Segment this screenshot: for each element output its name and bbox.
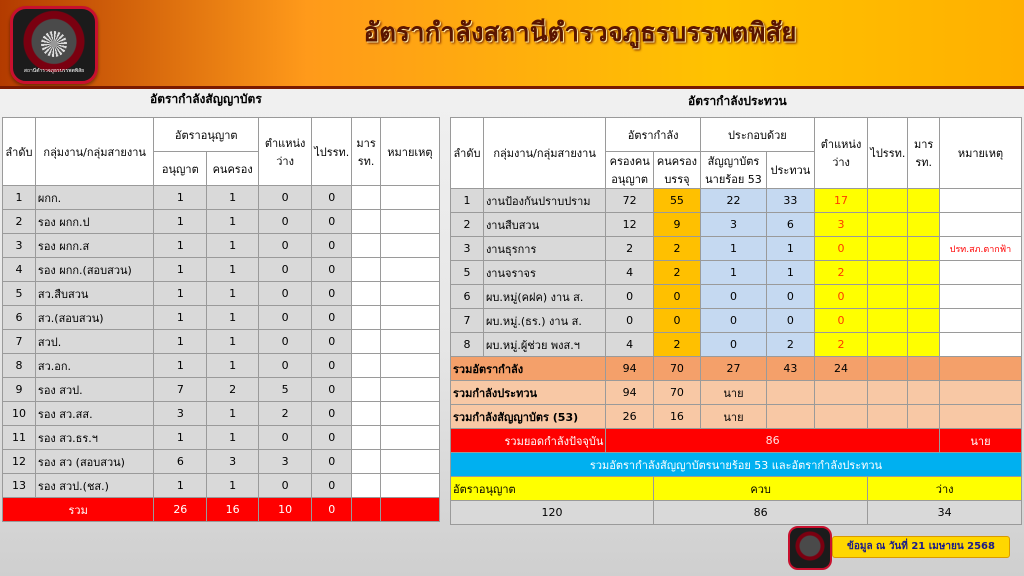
table-row: [451, 213, 1022, 237]
cell-vacant: 0: [814, 309, 867, 333]
combined-v2: 86: [653, 501, 867, 525]
cell-allowed: 1: [154, 282, 207, 306]
cell-group: รอง สว.สส.: [35, 402, 153, 426]
ncos-table: [450, 117, 1022, 525]
cell-group: รอง สวป.: [35, 378, 153, 402]
table-row: [3, 378, 440, 402]
cell-come: [352, 450, 381, 474]
cell-group: รอง ผกก.(สอบสวน): [35, 258, 153, 282]
cell-filled: 1: [207, 234, 259, 258]
cell-come: [908, 285, 940, 309]
cell-come: [352, 258, 381, 282]
cell-come: [352, 306, 381, 330]
total-vacant: 10: [259, 498, 312, 522]
cell-allowed: 1: [154, 426, 207, 450]
header-note: หมายเหตุ: [380, 118, 439, 186]
cell-vacant: 0: [814, 237, 867, 261]
cell-group: สว.อก.: [35, 354, 153, 378]
footer-logo-icon: [788, 526, 832, 570]
r-header-composed: ประกอบด้วย: [700, 118, 814, 152]
cell-note: [380, 258, 439, 282]
total-come: [352, 498, 381, 522]
r-header-go: ไปรรท.: [868, 118, 908, 189]
cell-group: สว.สืบสวน: [35, 282, 153, 306]
cell-allowed: 7: [154, 378, 207, 402]
cell-note: [380, 282, 439, 306]
cell-group: ผบ.หมู่(คฝค) งาน ส.: [483, 285, 605, 309]
cell-group: ผบ.หมู่.ผู้ช่วย พงส.ฯ: [483, 333, 605, 357]
r-header-note: หมายเหตุ: [939, 118, 1021, 189]
cell-go: 0: [312, 354, 352, 378]
combined-values-row: [451, 501, 1022, 525]
header-banner: [0, 0, 1024, 86]
current-value: 86: [606, 429, 940, 453]
cell-vacant: 0: [259, 426, 312, 450]
combined-h1: อัตราอนุญาต: [451, 477, 654, 501]
cell-group: งานสืบสวน: [483, 213, 605, 237]
total-go: 0: [312, 498, 352, 522]
cell-allowed: 1: [154, 474, 207, 498]
total-allowed: 26: [154, 498, 207, 522]
combined-title-row: [451, 453, 1022, 477]
cell-no: 2: [3, 210, 36, 234]
cell-ncos: 6: [767, 213, 815, 237]
cell-vacant: 0: [259, 282, 312, 306]
cell-no: 9: [3, 378, 36, 402]
cell-no: 1: [451, 189, 484, 213]
cell-allowed: 1: [154, 234, 207, 258]
cell-come: [352, 426, 381, 450]
cell-group: รอง สว.ธร.ฯ: [35, 426, 153, 450]
cell-allowed: 6: [154, 450, 207, 474]
cell-go: [868, 213, 908, 237]
cell-go: 0: [312, 378, 352, 402]
r-header-commissioned: สัญญาบัตรนายร้อย 53: [700, 152, 766, 189]
cell-filled: 55: [653, 189, 700, 213]
cell-group: สว.(สอบสวน): [35, 306, 153, 330]
cell-note: [380, 234, 439, 258]
cell-come: [908, 333, 940, 357]
cell-filled: 0: [653, 309, 700, 333]
cell-vacant: 3: [814, 213, 867, 237]
table-row: [3, 330, 440, 354]
table-row: [451, 285, 1022, 309]
table-row: [3, 186, 440, 210]
cell-allowed: 12: [606, 213, 654, 237]
cell-come: [352, 378, 381, 402]
table-row: [451, 333, 1022, 357]
cell-group: รอง สวป.(ชส.): [35, 474, 153, 498]
table-row: [3, 426, 440, 450]
cell-no: 11: [3, 426, 36, 450]
cell-no: 3: [451, 237, 484, 261]
combined-h2: ควบ: [653, 477, 867, 501]
cell-go: [868, 333, 908, 357]
sum-commissioned-label: รวมกำลังสัญญาบัตร (53): [451, 405, 606, 429]
cell-vacant: 2: [814, 261, 867, 285]
cell-go: 0: [312, 330, 352, 354]
cell-allowed: 3: [154, 402, 207, 426]
cell-go: [868, 237, 908, 261]
cell-come: [352, 234, 381, 258]
total-filled: 16: [207, 498, 259, 522]
cell-group: รอง ผกก.ป: [35, 210, 153, 234]
table-row: [451, 189, 1022, 213]
cell-note: [380, 378, 439, 402]
cell-come: [352, 282, 381, 306]
cell-vacant: 0: [259, 474, 312, 498]
cell-allowed: 1: [154, 354, 207, 378]
cell-filled: 2: [653, 261, 700, 285]
commissioned-table: [2, 117, 440, 522]
cell-come: [352, 210, 381, 234]
cell-filled: 1: [207, 330, 259, 354]
cell-come: [908, 189, 940, 213]
r-header-ncos: ประทวน: [767, 152, 815, 189]
cell-come: [352, 474, 381, 498]
current-label: รวมยอดกำลังปัจจุบัน: [451, 429, 606, 453]
cell-note: [380, 330, 439, 354]
cell-filled: 0: [653, 285, 700, 309]
cell-no: 7: [451, 309, 484, 333]
cell-no: 6: [3, 306, 36, 330]
cell-allowed: 72: [606, 189, 654, 213]
cell-go: [868, 189, 908, 213]
total-note: [380, 498, 439, 522]
cell-ncos: 2: [767, 333, 815, 357]
cell-go: [868, 261, 908, 285]
table-row: [3, 450, 440, 474]
header-go: ไปรรท.: [312, 118, 352, 186]
cell-go: 0: [312, 426, 352, 450]
cell-go: 0: [312, 450, 352, 474]
cell-filled: 3: [207, 450, 259, 474]
cell-go: 0: [312, 258, 352, 282]
cell-note: [380, 402, 439, 426]
cell-group: รอง สว (สอบสวน): [35, 450, 153, 474]
sum-commissioned-unit: นาย: [700, 405, 766, 429]
cell-vacant: 0: [259, 210, 312, 234]
cell-vacant: 17: [814, 189, 867, 213]
cell-filled: 1: [207, 354, 259, 378]
cell-filled: 1: [207, 282, 259, 306]
r-header-group: กลุ่มงาน/กลุ่มสายงาน: [483, 118, 605, 189]
header-no: ลำดับ: [3, 118, 36, 186]
cell-go: 0: [312, 474, 352, 498]
cell-commissioned: 1: [700, 261, 766, 285]
cell-vacant: 0: [814, 285, 867, 309]
cell-group: งานป้องกันปราบปราม: [483, 189, 605, 213]
total-label: รวม: [3, 498, 154, 522]
cell-note: [380, 306, 439, 330]
cell-ncos: 33: [767, 189, 815, 213]
cell-go: 0: [312, 186, 352, 210]
cell-filled: 1: [207, 186, 259, 210]
sum-ncos-unit: นาย: [700, 381, 766, 405]
cell-note: ปรท.สภ.ตากฟ้า: [939, 237, 1021, 261]
cell-group: ผกก.: [35, 186, 153, 210]
cell-no: 8: [3, 354, 36, 378]
cell-filled: 2: [653, 237, 700, 261]
cell-go: 0: [312, 282, 352, 306]
cell-ncos: 0: [767, 309, 815, 333]
cell-vacant: 0: [259, 306, 312, 330]
cell-allowed: 2: [606, 237, 654, 261]
sum-strength-allowed: 94: [606, 357, 654, 381]
cell-no: 1: [3, 186, 36, 210]
r-header-filled: คนครองบรรจุ: [653, 152, 700, 189]
cell-filled: 1: [207, 474, 259, 498]
cell-note: [380, 354, 439, 378]
cell-note: [939, 261, 1021, 285]
cell-come: [908, 213, 940, 237]
cell-group: สวป.: [35, 330, 153, 354]
table-row: [3, 474, 440, 498]
table-row: [3, 306, 440, 330]
cell-no: 13: [3, 474, 36, 498]
header-vacant: ตำแหน่งว่าง: [259, 118, 312, 186]
combined-header-row: [451, 477, 1022, 501]
combined-v3: 34: [868, 501, 1022, 525]
banner-divider: [0, 86, 1024, 89]
cell-go: [868, 285, 908, 309]
page-title: อัตรากำลังสถานีตำรวจภูธรบรรพตพิสัย: [363, 18, 797, 48]
header-come: มารรท.: [352, 118, 381, 186]
footer: [780, 526, 1010, 566]
r-header-no: ลำดับ: [451, 118, 484, 189]
cell-filled: 1: [207, 402, 259, 426]
table-row: [451, 261, 1022, 285]
current-strength-row: [451, 429, 1022, 453]
sum-strength-row: [451, 357, 1022, 381]
data-date: ข้อมูล ณ วันที่ 21 เมษายน 2568: [832, 536, 1010, 558]
cell-allowed: 1: [154, 330, 207, 354]
left-total-row: [3, 498, 440, 522]
cell-vacant: 5: [259, 378, 312, 402]
cell-commissioned: 0: [700, 285, 766, 309]
cell-filled: 1: [207, 258, 259, 282]
cell-allowed: 1: [154, 258, 207, 282]
combined-h3: ว่าง: [868, 477, 1022, 501]
r-header-come: มารรท.: [908, 118, 940, 189]
cell-no: 12: [3, 450, 36, 474]
emblem-icon: [41, 31, 67, 57]
cell-vacant: 0: [259, 258, 312, 282]
cell-no: 4: [3, 258, 36, 282]
logo-caption: สถานีตำรวจภูธรบรรพตพิสัย: [23, 68, 85, 74]
cell-allowed: 4: [606, 261, 654, 285]
r-header-vacant: ตำแหน่งว่าง: [814, 118, 867, 189]
cell-note: [380, 186, 439, 210]
cell-allowed: 1: [154, 186, 207, 210]
header-group: กลุ่มงาน/กลุ่มสายงาน: [35, 118, 153, 186]
cell-filled: 2: [207, 378, 259, 402]
sum-commissioned-row: [451, 405, 1022, 429]
combined-v1: 120: [451, 501, 654, 525]
sum-ncos-label: รวมกำลังประทวน: [451, 381, 606, 405]
cell-vacant: 3: [259, 450, 312, 474]
cell-group: ผบ.หมู่.(ธร.) งาน ส.: [483, 309, 605, 333]
cell-come: [352, 186, 381, 210]
cell-commissioned: 3: [700, 213, 766, 237]
sum-strength-vacant: 24: [814, 357, 867, 381]
cell-note: [939, 189, 1021, 213]
table-row: [3, 234, 440, 258]
sum-commissioned-allowed: 26: [606, 405, 654, 429]
table-row: [3, 354, 440, 378]
cell-vacant: 0: [259, 186, 312, 210]
cell-allowed: 1: [154, 306, 207, 330]
cell-vacant: 0: [259, 330, 312, 354]
table-row: [3, 402, 440, 426]
cell-no: 5: [451, 261, 484, 285]
cell-vacant: 0: [259, 234, 312, 258]
header-filled: คนครอง: [207, 152, 259, 186]
cell-vacant: 0: [259, 354, 312, 378]
cell-note: [939, 213, 1021, 237]
cell-come: [352, 402, 381, 426]
cell-come: [352, 354, 381, 378]
table-row: [3, 282, 440, 306]
cell-note: [939, 309, 1021, 333]
cell-ncos: 1: [767, 261, 815, 285]
cell-filled: 2: [653, 333, 700, 357]
cell-group: งานจราจร: [483, 261, 605, 285]
cell-no: 10: [3, 402, 36, 426]
police-logo: [10, 6, 98, 84]
cell-no: 3: [3, 234, 36, 258]
r-header-strength: อัตรากำลัง: [606, 118, 701, 152]
cell-come: [908, 309, 940, 333]
cell-vacant: 2: [814, 333, 867, 357]
sum-strength-label: รวมอัตรากำลัง: [451, 357, 606, 381]
cell-go: 0: [312, 306, 352, 330]
cell-come: [352, 330, 381, 354]
cell-no: 8: [451, 333, 484, 357]
cell-ncos: 0: [767, 285, 815, 309]
cell-group: รอง ผกก.ส: [35, 234, 153, 258]
r-header-allowed: ครองคนอนุญาต: [606, 152, 654, 189]
cell-note: [380, 450, 439, 474]
cell-come: [908, 237, 940, 261]
table-row: [3, 258, 440, 282]
cell-note: [380, 210, 439, 234]
cell-vacant: 2: [259, 402, 312, 426]
cell-filled: 1: [207, 426, 259, 450]
cell-ncos: 1: [767, 237, 815, 261]
cell-no: 6: [451, 285, 484, 309]
cell-filled: 9: [653, 213, 700, 237]
cell-commissioned: 0: [700, 333, 766, 357]
header-allowed: อนุญาต: [154, 152, 207, 186]
cell-go: [868, 309, 908, 333]
cell-group: งานธุรการ: [483, 237, 605, 261]
cell-filled: 1: [207, 210, 259, 234]
right-section-title: อัตรากำลังประทวน: [688, 94, 787, 108]
cell-allowed: 0: [606, 309, 654, 333]
cell-note: [380, 474, 439, 498]
header-quota: อัตราอนุญาต: [154, 118, 259, 152]
sum-strength-filled: 70: [653, 357, 700, 381]
cell-no: 5: [3, 282, 36, 306]
cell-note: [380, 426, 439, 450]
cell-allowed: 0: [606, 285, 654, 309]
cell-no: 2: [451, 213, 484, 237]
cell-come: [908, 261, 940, 285]
cell-note: [939, 333, 1021, 357]
cell-go: 0: [312, 210, 352, 234]
cell-note: [939, 285, 1021, 309]
current-unit: นาย: [939, 429, 1021, 453]
table-row: [451, 237, 1022, 261]
cell-commissioned: 22: [700, 189, 766, 213]
sum-strength-commissioned: 27: [700, 357, 766, 381]
cell-go: 0: [312, 234, 352, 258]
cell-commissioned: 1: [700, 237, 766, 261]
cell-allowed: 1: [154, 210, 207, 234]
sum-ncos-allowed: 94: [606, 381, 654, 405]
sum-ncos-row: [451, 381, 1022, 405]
cell-allowed: 4: [606, 333, 654, 357]
combined-title: รวมอัตรากำลังสัญญาบัตรนายร้อย 53 และอัตรากำลังประทวน: [451, 453, 1022, 477]
cell-go: 0: [312, 402, 352, 426]
sum-commissioned-filled: 16: [653, 405, 700, 429]
cell-commissioned: 0: [700, 309, 766, 333]
sum-ncos-filled: 70: [653, 381, 700, 405]
table-row: [3, 210, 440, 234]
table-row: [451, 309, 1022, 333]
cell-filled: 1: [207, 306, 259, 330]
sum-strength-ncos: 43: [767, 357, 815, 381]
left-section-title: อัตรากำลังสัญญาบัตร: [150, 92, 262, 106]
cell-no: 7: [3, 330, 36, 354]
